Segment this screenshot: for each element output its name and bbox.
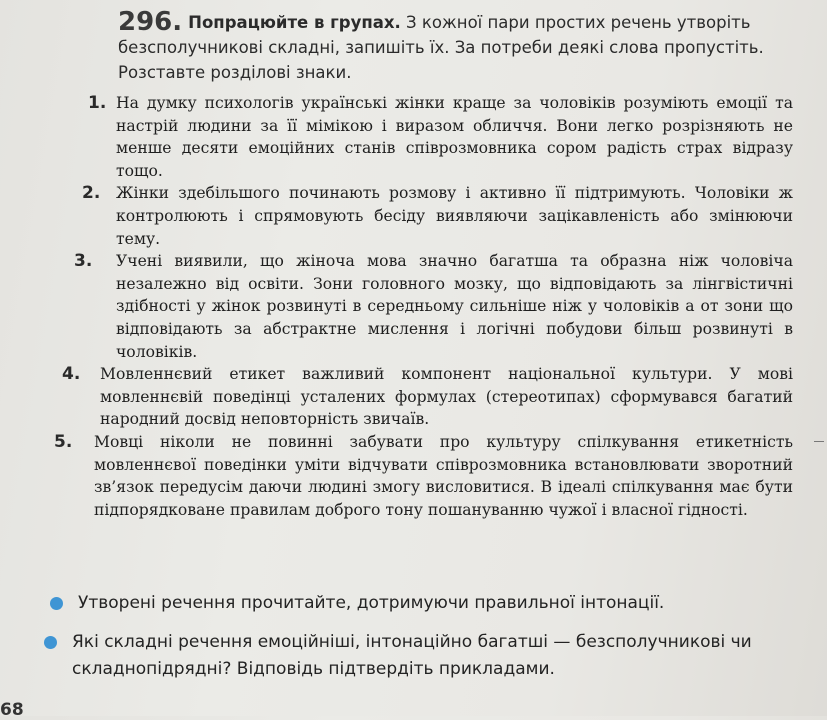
question-text: Які складні речення емоційніші, інтонаційно багатші — безсполучникові чи складнопідрядні? Відповідь підтвердіть прикладами. bbox=[72, 632, 752, 679]
question-text: Утворені речення прочитайте, дотримуючи правильної інтонації. bbox=[78, 593, 665, 613]
exercise-item-5 bbox=[0, 431, 827, 521]
item-number: 5. bbox=[54, 431, 73, 452]
item-number: 3. bbox=[74, 251, 93, 272]
exercise-item-2 bbox=[0, 182, 827, 250]
item-number: 4. bbox=[62, 364, 81, 385]
item-number: 2. bbox=[82, 183, 101, 204]
page-number: 68 bbox=[0, 700, 24, 720]
item-number: 1. bbox=[88, 93, 107, 113]
item-text: На думку психологів українські жінки краще за чоловіків розуміють емоції та настрій людини за її мімікою і виразом обличчя. Вони легко розрізняють не менше десяти емоційних станів співрозмовника сором радість страх відразу тощо. bbox=[116, 94, 793, 180]
question-2 bbox=[0, 629, 827, 683]
item-text: Учені виявили, що жіноча мова значно багатша та образна ніж чоловіча незалежно від освіти. Зони головного мозку, що відповідають за лінгвістичні здібності у жінок розвинуті в середньому сильніше ніж у чоловіків а от зони що відповідають за абстрактне мислення і логічні побудови більш розвинуті в чоловіків. bbox=[116, 252, 793, 361]
task-number: 296. bbox=[118, 7, 183, 37]
question-1 bbox=[0, 590, 827, 617]
item-text: Мовці ніколи не повинні забувати про культуру спілкування етикетність мовленнєвої поведінки уміти відчувати співрозмовника встановлювати зворотний зв’язок передусім даючи людині змогу висловитися. В ідеалі спілкування має бути підпорядковане правилам доброго тону пошануванню чужої і власної гідності. bbox=[94, 432, 793, 519]
task-instruction: З кожної пари простих речень утворіть безсполучникові складні, запишіть їх. За потреби деякі слова пропустіть. Розставте розділові знаки. bbox=[118, 13, 764, 82]
follow-up-questions bbox=[0, 590, 827, 683]
bullet-icon bbox=[50, 597, 63, 610]
item-text: Жінки здебільшого починають розмову і активно її підтримують. Чоловіки ж контролюють і спрямовують бесіду виявляючи зацікавленість або змінюючи тему. bbox=[116, 184, 793, 248]
exercise-items bbox=[0, 92, 827, 521]
exercise-item-3 bbox=[0, 250, 827, 363]
item-text: Мовленнєвий етикет важливий компонент національної культури. У мові мовленнєвій поведінці усталених формулах (стереотипах) сформувався багатий народний досвід неповторність звичаїв. bbox=[100, 365, 793, 429]
task-header bbox=[118, 7, 798, 85]
exercise-item-1 bbox=[0, 92, 827, 182]
margin-mark bbox=[814, 441, 824, 442]
exercise-item-4 bbox=[0, 363, 827, 431]
bullet-icon bbox=[44, 636, 57, 649]
task-title: Попрацюйте в групах. bbox=[188, 13, 401, 32]
